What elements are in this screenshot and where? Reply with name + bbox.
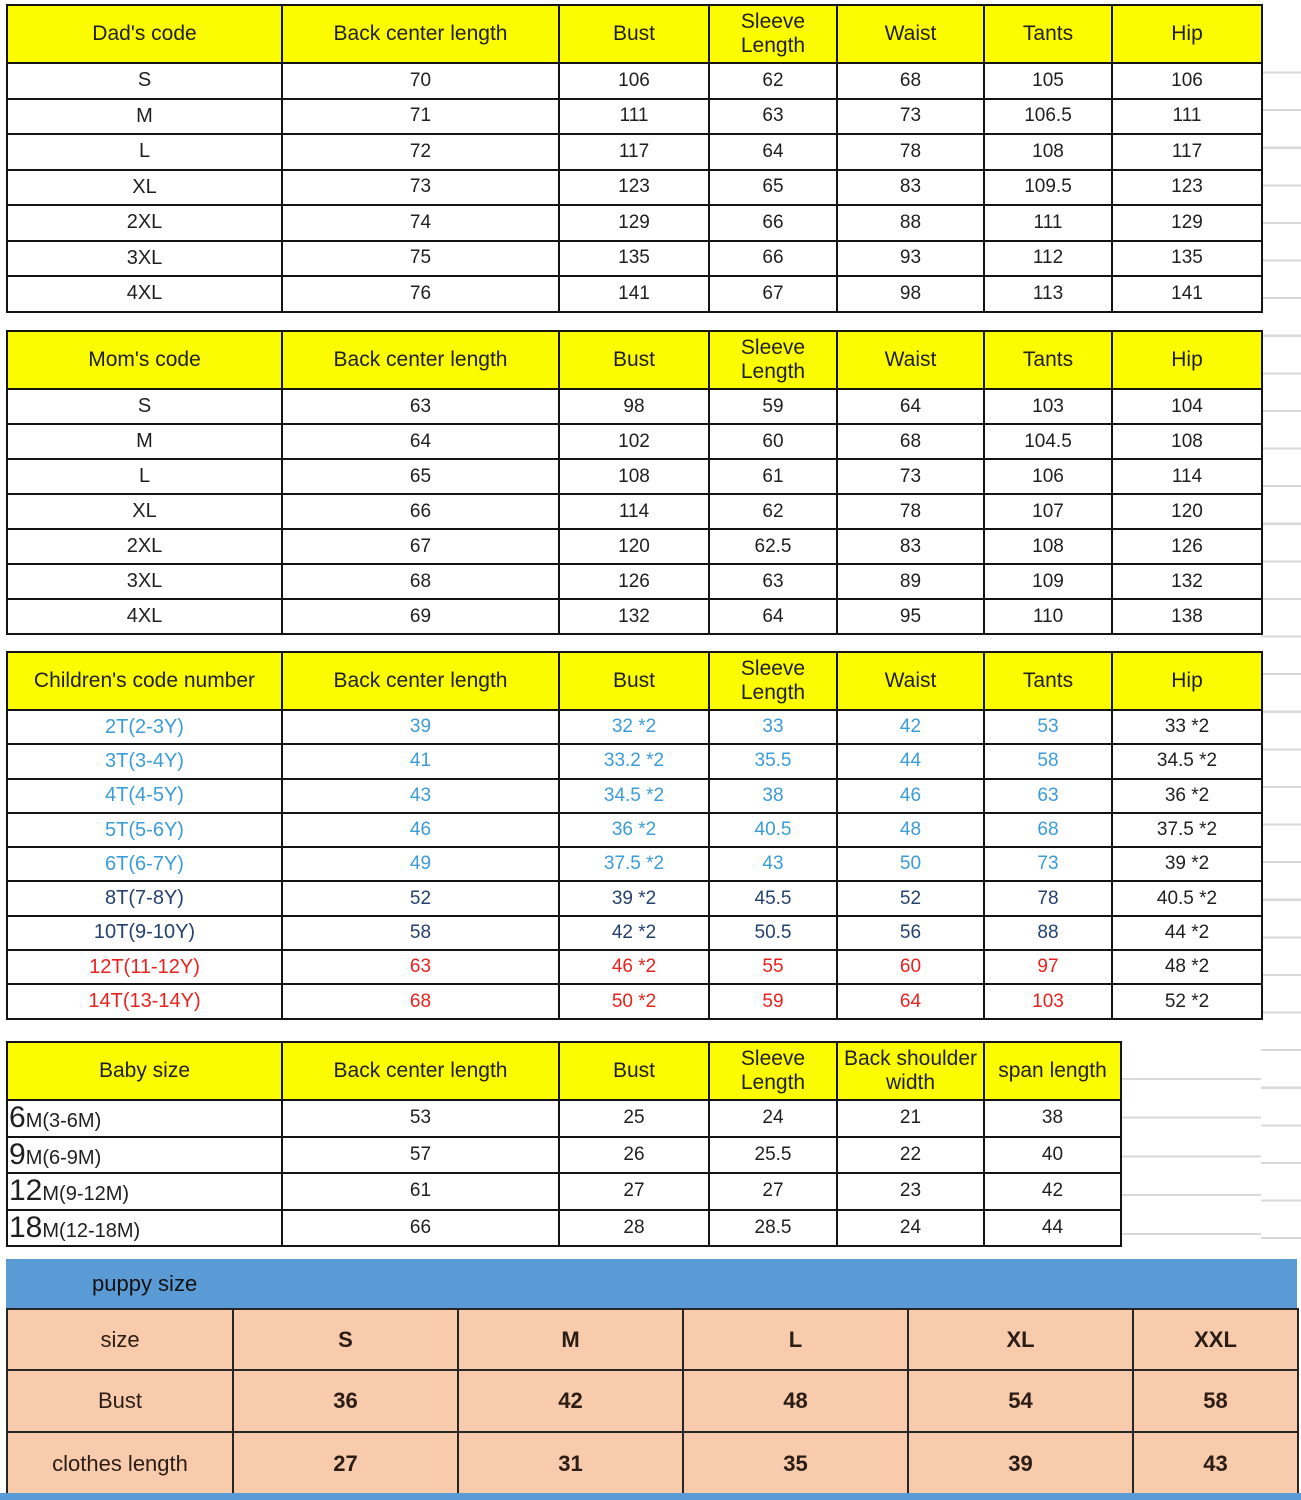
mom-cell: 104.5 bbox=[984, 424, 1112, 459]
children-cell: 33 *2 bbox=[1112, 710, 1262, 744]
children-cell: 88 bbox=[984, 916, 1112, 950]
mom-cell: 107 bbox=[984, 494, 1112, 529]
dad-cell: 64 bbox=[709, 134, 837, 170]
dad-cell: 63 bbox=[709, 99, 837, 135]
baby-cell: 40 bbox=[984, 1137, 1121, 1174]
children-column-header: Children's code number bbox=[7, 652, 282, 710]
mom-cell: 126 bbox=[1112, 529, 1262, 564]
baby-row-label bbox=[7, 1100, 282, 1137]
children-cell: 39 bbox=[282, 710, 559, 744]
dad-cell: 67 bbox=[709, 276, 837, 312]
children-cell: 58 bbox=[984, 744, 1112, 778]
dad-cell: 106 bbox=[559, 63, 709, 99]
children-cell: 50 *2 bbox=[559, 984, 709, 1018]
dad-cell: 71 bbox=[282, 99, 559, 135]
mom-column-header: Sleeve Length bbox=[709, 331, 837, 389]
baby-label-rest: M(12-18M) bbox=[42, 1220, 141, 1243]
children-cell: 97 bbox=[984, 950, 1112, 984]
dad-cell: 141 bbox=[1112, 276, 1262, 312]
mom-cell: 68 bbox=[837, 424, 984, 459]
baby-cell: 24 bbox=[837, 1210, 984, 1247]
children-cell: 55 bbox=[709, 950, 837, 984]
dad-cell: 73 bbox=[282, 170, 559, 206]
children-cell: 73 bbox=[984, 847, 1112, 881]
baby-cell: 42 bbox=[984, 1173, 1121, 1210]
puppy-cell: 36 bbox=[233, 1370, 458, 1432]
children-column-header: Tants bbox=[984, 652, 1112, 710]
mom-cell: 106 bbox=[984, 459, 1112, 494]
dad-cell: 65 bbox=[709, 170, 837, 206]
mom-cell: 78 bbox=[837, 494, 984, 529]
children-cell: 39 *2 bbox=[559, 881, 709, 915]
children-cell: 33 bbox=[709, 710, 837, 744]
children-cell: 48 bbox=[837, 813, 984, 847]
dad-cell: 83 bbox=[837, 170, 984, 206]
baby-cell: 25 bbox=[559, 1100, 709, 1137]
mom-cell: 114 bbox=[1112, 459, 1262, 494]
mom-cell: 132 bbox=[559, 599, 709, 634]
children-cell: 33.2 *2 bbox=[559, 744, 709, 778]
dad-cell: 117 bbox=[1112, 134, 1262, 170]
baby-label-rest: M(3-6M) bbox=[25, 1110, 102, 1133]
mom-cell: 64 bbox=[282, 424, 559, 459]
children-cell: 37.5 *2 bbox=[1112, 813, 1262, 847]
children-cell: 49 bbox=[282, 847, 559, 881]
dad-cell: 88 bbox=[837, 205, 984, 241]
mom-cell: 138 bbox=[1112, 599, 1262, 634]
baby-label-rest: M(6-9M) bbox=[25, 1146, 102, 1169]
children-cell: 46 *2 bbox=[559, 950, 709, 984]
dad-cell: 135 bbox=[559, 241, 709, 277]
baby-label-rest: M(9-12M) bbox=[42, 1183, 130, 1206]
mom-cell: 108 bbox=[559, 459, 709, 494]
mom-row-label: 2XL bbox=[7, 529, 282, 564]
mom-cell: 64 bbox=[709, 599, 837, 634]
children-cell: 39 *2 bbox=[1112, 847, 1262, 881]
baby-column-header: span length bbox=[984, 1042, 1121, 1100]
baby-column-header: Back center length bbox=[282, 1042, 559, 1100]
mom-size-table bbox=[6, 330, 1263, 635]
children-cell: 58 bbox=[282, 916, 559, 950]
mom-cell: 108 bbox=[1112, 424, 1262, 459]
puppy-cell: 43 bbox=[1133, 1432, 1298, 1495]
children-column-header: Hip bbox=[1112, 652, 1262, 710]
dad-cell: 109.5 bbox=[984, 170, 1112, 206]
dad-cell: 111 bbox=[559, 99, 709, 135]
puppy-size-table bbox=[6, 1308, 1299, 1496]
baby-size-table bbox=[6, 1041, 1122, 1247]
children-cell: 45.5 bbox=[709, 881, 837, 915]
puppy-column-header: XXL bbox=[1133, 1309, 1298, 1370]
children-cell: 60 bbox=[837, 950, 984, 984]
puppy-row-label: size bbox=[7, 1309, 233, 1370]
children-cell: 52 *2 bbox=[1112, 984, 1262, 1018]
dad-column-header: Waist bbox=[837, 5, 984, 63]
children-cell: 56 bbox=[837, 916, 984, 950]
dad-cell: 93 bbox=[837, 241, 984, 277]
puppy-row-label: clothes length bbox=[7, 1432, 233, 1495]
dad-row-label: 2XL bbox=[7, 205, 282, 241]
mom-cell: 108 bbox=[984, 529, 1112, 564]
puppy-column-header: S bbox=[233, 1309, 458, 1370]
dad-cell: 74 bbox=[282, 205, 559, 241]
puppy-cell: 54 bbox=[908, 1370, 1133, 1432]
dad-cell: 66 bbox=[709, 241, 837, 277]
mom-cell: 68 bbox=[282, 564, 559, 599]
baby-label-big: 18 bbox=[9, 1211, 43, 1245]
baby-cell: 66 bbox=[282, 1210, 559, 1247]
dad-cell: 62 bbox=[709, 63, 837, 99]
baby-column-header: Back shoulder width bbox=[837, 1042, 984, 1100]
mom-column-header: Tants bbox=[984, 331, 1112, 389]
children-cell: 48 *2 bbox=[1112, 950, 1262, 984]
children-column-header: Bust bbox=[559, 652, 709, 710]
mom-cell: 126 bbox=[559, 564, 709, 599]
children-cell: 46 bbox=[282, 813, 559, 847]
dad-column-header: Hip bbox=[1112, 5, 1262, 63]
spreadsheet-grid-strip bbox=[1261, 36, 1301, 1258]
dad-cell: 141 bbox=[559, 276, 709, 312]
baby-column-header: Baby size bbox=[7, 1042, 282, 1100]
baby-cell: 61 bbox=[282, 1173, 559, 1210]
children-cell: 50.5 bbox=[709, 916, 837, 950]
mom-column-header: Hip bbox=[1112, 331, 1262, 389]
baby-cell: 23 bbox=[837, 1173, 984, 1210]
bottom-blue-strip bbox=[0, 1493, 1301, 1500]
children-row-label: 8T(7-8Y) bbox=[7, 881, 282, 915]
mom-row-label: M bbox=[7, 424, 282, 459]
dad-row-label: S bbox=[7, 63, 282, 99]
mom-row-label: XL bbox=[7, 494, 282, 529]
puppy-cell: 39 bbox=[908, 1432, 1133, 1495]
dad-cell: 105 bbox=[984, 63, 1112, 99]
mom-column-header: Back center length bbox=[282, 331, 559, 389]
mom-cell: 132 bbox=[1112, 564, 1262, 599]
mom-cell: 110 bbox=[984, 599, 1112, 634]
dad-cell: 123 bbox=[1112, 170, 1262, 206]
mom-row-label: L bbox=[7, 459, 282, 494]
dad-cell: 75 bbox=[282, 241, 559, 277]
puppy-size-header-bar bbox=[6, 1259, 1297, 1308]
dad-cell: 70 bbox=[282, 63, 559, 99]
dad-row-label: XL bbox=[7, 170, 282, 206]
puppy-cell: 58 bbox=[1133, 1370, 1298, 1432]
dad-cell: 73 bbox=[837, 99, 984, 135]
baby-row-label bbox=[7, 1173, 282, 1210]
baby-cell: 22 bbox=[837, 1137, 984, 1174]
puppy-cell: 31 bbox=[458, 1432, 683, 1495]
children-cell: 64 bbox=[837, 984, 984, 1018]
mom-column-header: Bust bbox=[559, 331, 709, 389]
dad-column-header: Tants bbox=[984, 5, 1112, 63]
puppy-cell: 27 bbox=[233, 1432, 458, 1495]
children-cell: 41 bbox=[282, 744, 559, 778]
children-cell: 42 bbox=[837, 710, 984, 744]
children-row-label: 5T(5-6Y) bbox=[7, 813, 282, 847]
children-cell: 63 bbox=[984, 779, 1112, 813]
children-cell: 63 bbox=[282, 950, 559, 984]
mom-cell: 114 bbox=[559, 494, 709, 529]
children-cell: 37.5 *2 bbox=[559, 847, 709, 881]
dad-cell: 111 bbox=[984, 205, 1112, 241]
children-cell: 59 bbox=[709, 984, 837, 1018]
children-cell: 43 bbox=[709, 847, 837, 881]
puppy-column-header: M bbox=[458, 1309, 683, 1370]
baby-cell: 27 bbox=[559, 1173, 709, 1210]
children-row-label: 10T(9-10Y) bbox=[7, 916, 282, 950]
dad-cell: 113 bbox=[984, 276, 1112, 312]
mom-cell: 83 bbox=[837, 529, 984, 564]
mom-row-label: 3XL bbox=[7, 564, 282, 599]
children-row-label: 2T(2-3Y) bbox=[7, 710, 282, 744]
dad-cell: 78 bbox=[837, 134, 984, 170]
baby-cell: 26 bbox=[559, 1137, 709, 1174]
dad-cell: 129 bbox=[559, 205, 709, 241]
dad-cell: 111 bbox=[1112, 99, 1262, 135]
dad-column-header: Bust bbox=[559, 5, 709, 63]
children-column-header: Sleeve Length bbox=[709, 652, 837, 710]
mom-cell: 69 bbox=[282, 599, 559, 634]
mom-cell: 89 bbox=[837, 564, 984, 599]
baby-cell: 24 bbox=[709, 1100, 837, 1137]
children-cell: 35.5 bbox=[709, 744, 837, 778]
mom-cell: 61 bbox=[709, 459, 837, 494]
children-cell: 32 *2 bbox=[559, 710, 709, 744]
mom-column-header: Mom's code bbox=[7, 331, 282, 389]
children-cell: 44 *2 bbox=[1112, 916, 1262, 950]
baby-cell: 53 bbox=[282, 1100, 559, 1137]
puppy-cell: 35 bbox=[683, 1432, 908, 1495]
dad-row-label: 3XL bbox=[7, 241, 282, 277]
dad-column-header: Dad's code bbox=[7, 5, 282, 63]
children-cell: 46 bbox=[837, 779, 984, 813]
mom-cell: 59 bbox=[709, 389, 837, 424]
baby-label-big: 6 bbox=[9, 1101, 26, 1135]
mom-cell: 67 bbox=[282, 529, 559, 564]
children-cell: 52 bbox=[837, 881, 984, 915]
dad-cell: 135 bbox=[1112, 241, 1262, 277]
dad-cell: 98 bbox=[837, 276, 984, 312]
puppy-column-header: L bbox=[683, 1309, 908, 1370]
mom-row-label: S bbox=[7, 389, 282, 424]
baby-cell: 38 bbox=[984, 1100, 1121, 1137]
children-row-label: 3T(3-4Y) bbox=[7, 744, 282, 778]
children-row-label: 14T(13-14Y) bbox=[7, 984, 282, 1018]
mom-cell: 102 bbox=[559, 424, 709, 459]
dad-cell: 106 bbox=[1112, 63, 1262, 99]
children-row-label: 12T(11-12Y) bbox=[7, 950, 282, 984]
children-column-header: Back center length bbox=[282, 652, 559, 710]
children-cell: 52 bbox=[282, 881, 559, 915]
baby-cell: 28.5 bbox=[709, 1210, 837, 1247]
puppy-size-title: puppy size bbox=[92, 1270, 198, 1296]
children-cell: 50 bbox=[837, 847, 984, 881]
baby-cell: 25.5 bbox=[709, 1137, 837, 1174]
children-cell: 68 bbox=[984, 813, 1112, 847]
dad-cell: 68 bbox=[837, 63, 984, 99]
mom-cell: 120 bbox=[1112, 494, 1262, 529]
puppy-cell: 48 bbox=[683, 1370, 908, 1432]
mom-cell: 98 bbox=[559, 389, 709, 424]
mom-cell: 65 bbox=[282, 459, 559, 494]
mom-cell: 120 bbox=[559, 529, 709, 564]
mom-cell: 95 bbox=[837, 599, 984, 634]
mom-cell: 109 bbox=[984, 564, 1112, 599]
baby-cell: 27 bbox=[709, 1173, 837, 1210]
children-cell: 34.5 *2 bbox=[1112, 744, 1262, 778]
children-cell: 40.5 bbox=[709, 813, 837, 847]
puppy-cell: 42 bbox=[458, 1370, 683, 1432]
children-cell: 36 *2 bbox=[1112, 779, 1262, 813]
children-row-label: 4T(4-5Y) bbox=[7, 779, 282, 813]
children-column-header: Waist bbox=[837, 652, 984, 710]
dad-column-header: Sleeve Length bbox=[709, 5, 837, 63]
dad-cell: 108 bbox=[984, 134, 1112, 170]
baby-cell: 28 bbox=[559, 1210, 709, 1247]
children-cell: 44 bbox=[837, 744, 984, 778]
mom-cell: 62 bbox=[709, 494, 837, 529]
puppy-row-label: Bust bbox=[7, 1370, 233, 1432]
mom-cell: 103 bbox=[984, 389, 1112, 424]
mom-cell: 63 bbox=[282, 389, 559, 424]
baby-row-label bbox=[7, 1137, 282, 1174]
dad-row-label: L bbox=[7, 134, 282, 170]
children-size-table bbox=[6, 651, 1263, 1020]
mom-column-header: Waist bbox=[837, 331, 984, 389]
baby-label-big: 12 bbox=[9, 1174, 43, 1208]
children-cell: 103 bbox=[984, 984, 1112, 1018]
dad-cell: 76 bbox=[282, 276, 559, 312]
baby-row-label bbox=[7, 1210, 282, 1247]
children-row-label: 6T(6-7Y) bbox=[7, 847, 282, 881]
baby-column-header: Bust bbox=[559, 1042, 709, 1100]
dad-size-table bbox=[6, 4, 1263, 313]
children-cell: 36 *2 bbox=[559, 813, 709, 847]
baby-cell: 44 bbox=[984, 1210, 1121, 1247]
dad-cell: 66 bbox=[709, 205, 837, 241]
children-cell: 38 bbox=[709, 779, 837, 813]
baby-label-big: 9 bbox=[9, 1137, 26, 1171]
mom-cell: 104 bbox=[1112, 389, 1262, 424]
mom-row-label: 4XL bbox=[7, 599, 282, 634]
baby-cell: 57 bbox=[282, 1137, 559, 1174]
children-cell: 34.5 *2 bbox=[559, 779, 709, 813]
children-cell: 78 bbox=[984, 881, 1112, 915]
mom-cell: 66 bbox=[282, 494, 559, 529]
spreadsheet-grid-gap bbox=[1120, 1041, 1261, 1258]
children-cell: 68 bbox=[282, 984, 559, 1018]
dad-cell: 129 bbox=[1112, 205, 1262, 241]
dad-cell: 106.5 bbox=[984, 99, 1112, 135]
dad-row-label: M bbox=[7, 99, 282, 135]
mom-cell: 64 bbox=[837, 389, 984, 424]
dad-row-label: 4XL bbox=[7, 276, 282, 312]
baby-column-header: Sleeve Length bbox=[709, 1042, 837, 1100]
children-cell: 40.5 *2 bbox=[1112, 881, 1262, 915]
mom-cell: 73 bbox=[837, 459, 984, 494]
dad-cell: 72 bbox=[282, 134, 559, 170]
baby-cell: 21 bbox=[837, 1100, 984, 1137]
children-cell: 53 bbox=[984, 710, 1112, 744]
mom-cell: 62.5 bbox=[709, 529, 837, 564]
mom-cell: 60 bbox=[709, 424, 837, 459]
dad-cell: 117 bbox=[559, 134, 709, 170]
dad-cell: 123 bbox=[559, 170, 709, 206]
mom-cell: 63 bbox=[709, 564, 837, 599]
puppy-column-header: XL bbox=[908, 1309, 1133, 1370]
children-cell: 42 *2 bbox=[559, 916, 709, 950]
dad-column-header: Back center length bbox=[282, 5, 559, 63]
children-cell: 43 bbox=[282, 779, 559, 813]
dad-cell: 112 bbox=[984, 241, 1112, 277]
